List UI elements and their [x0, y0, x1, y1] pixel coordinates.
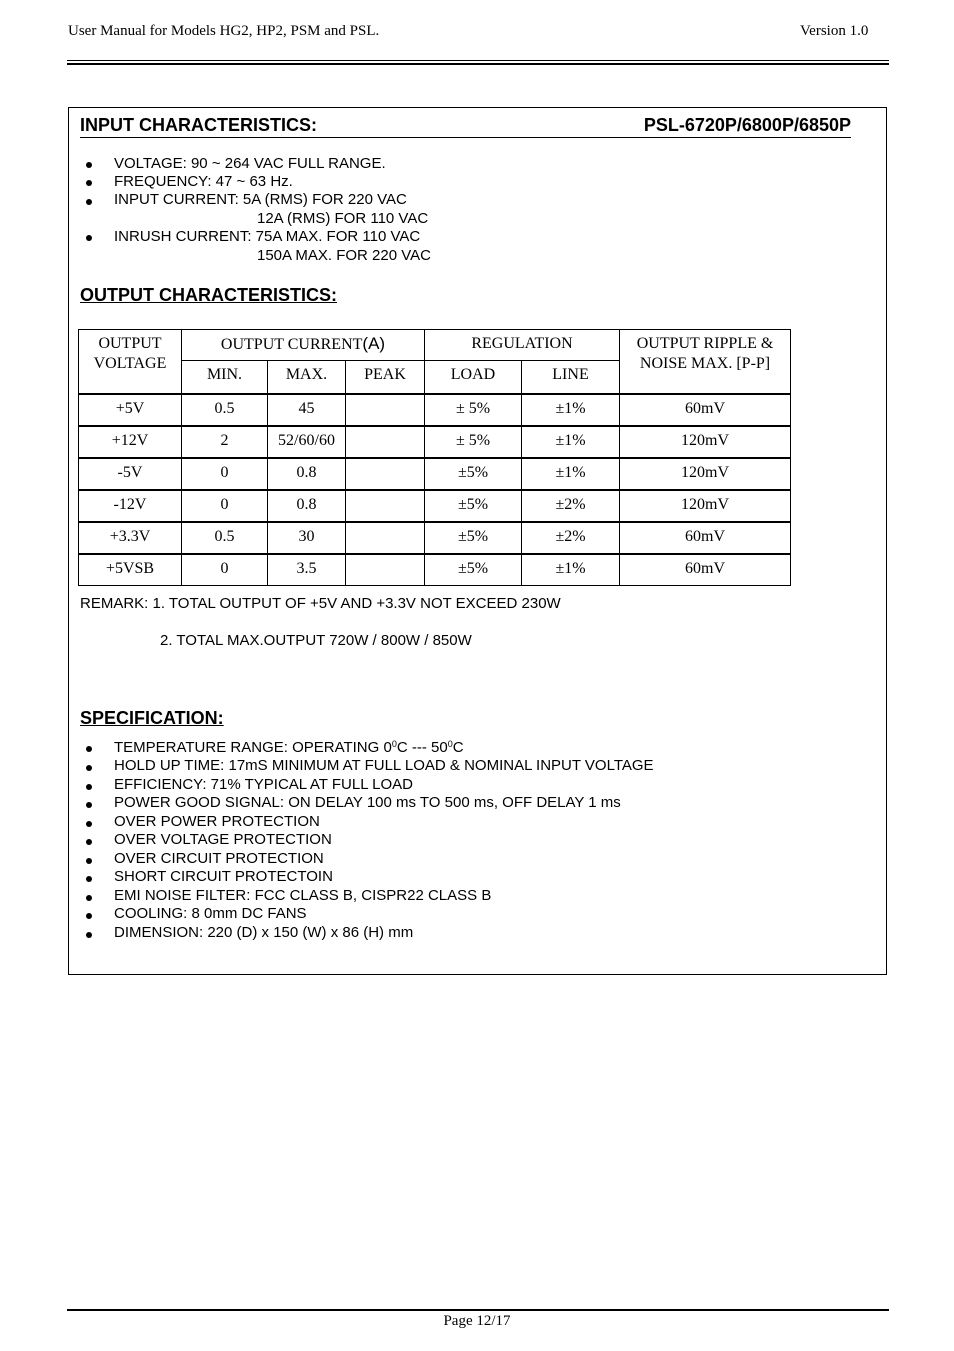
- bullet-dot: [86, 876, 92, 882]
- spec-item: EMI NOISE FILTER: FCC CLASS B, CISPR22 CLASS B: [114, 886, 492, 904]
- header-rule-thick: [67, 63, 889, 65]
- spec-item: OVER POWER PROTECTION: [114, 812, 320, 830]
- spec-item: OVER CIRCUIT PROTECTION: [114, 849, 324, 867]
- bullet-dot: [86, 913, 92, 919]
- spec-item: DIMENSION: 220 (D) x 150 (W) x 86 (H) mm: [114, 923, 414, 941]
- page-number: Page 12/17: [443, 1313, 511, 1329]
- remark-1: REMARK: 1. TOTAL OUTPUT OF +5V AND +3.3V NOT EXCEED 230W: [80, 595, 561, 612]
- spec-item: POWER GOOD SIGNAL: ON DELAY 100 ms TO 500 ms, OFF DELAY 1 ms: [114, 794, 621, 811]
- input-title: INPUT CHARACTERISTICS:: [80, 115, 317, 135]
- table-row: -5V 0 0.8 ±5% ±1% 120mV: [79, 458, 791, 490]
- input-current-110: 12A (RMS) FOR 110 VAC: [257, 210, 429, 227]
- input-voltage: VOLTAGE: 90 ~ 264 VAC FULL RANGE.: [114, 155, 386, 172]
- table-row: +3.3V 0.5 30 ±5% ±2% 60mV: [79, 522, 791, 554]
- bullet-dot: [86, 858, 92, 864]
- input-frequency: FREQUENCY: 47 ~ 63 Hz.: [114, 173, 293, 190]
- bullet-dot: [86, 180, 92, 186]
- header-regulation: REGULATION: [425, 330, 620, 361]
- bullet-dot: [86, 895, 92, 901]
- table-row: -12V 0 0.8 ±5% ±2% 120mV: [79, 490, 791, 522]
- spec-temperature: TEMPERATURE RANGE: OPERATING $0^0C$ --- $50^0C$: [114, 739, 464, 756]
- bullet-dot: [86, 235, 92, 241]
- header-min: MIN.: [182, 361, 268, 395]
- header-version: Version 1.0: [800, 23, 869, 39]
- bullet-dot: [86, 162, 92, 168]
- remark-2: 2. TOTAL MAX.OUTPUT 720W / 800W / 850W: [160, 632, 472, 649]
- header-output-current: OUTPUT CURRENT(A): [182, 330, 425, 361]
- header-max: MAX.: [268, 361, 346, 395]
- inrush-current: INRUSH CURRENT: 75A MAX. FOR 110 VAC: [114, 228, 421, 245]
- header-peak: PEAK: [346, 361, 425, 395]
- bullet-dot: [86, 199, 92, 205]
- bullet-dot: [86, 802, 92, 808]
- header-rule-thin: [67, 60, 889, 61]
- spec-item: SHORT CIRCUIT PROTECTOIN: [114, 868, 333, 885]
- spec-item: OVER VOLTAGE PROTECTION: [114, 831, 332, 848]
- spec-item: COOLING: 8 0mm DC FANS: [114, 905, 307, 922]
- header-line: LINE: [522, 361, 620, 395]
- header-output-voltage: OUTPUT VOLTAGE: [79, 330, 182, 395]
- table-row: +5V 0.5 45 ± 5% ±1% 60mV: [79, 394, 791, 426]
- model-number: PSL-6720P/6800P/6850P: [643, 115, 851, 135]
- bullet-dot: [86, 932, 92, 938]
- bullet-dot: [86, 821, 92, 827]
- output-table: [78, 329, 791, 586]
- spec-item: HOLD UP TIME: 17mS MINIMUM AT FULL LOAD & NOMINAL INPUT VOLTAGE: [114, 757, 654, 774]
- output-title: OUTPUT CHARACTERISTICS:: [80, 285, 337, 305]
- input-title-row: [80, 115, 851, 138]
- inrush-current-220: 150A MAX. FOR 220 VAC: [257, 247, 431, 264]
- bullet-dot: [86, 839, 92, 845]
- spec-title: SPECIFICATION:: [80, 708, 224, 728]
- bullet-dot: [86, 746, 92, 752]
- header-load: LOAD: [425, 361, 522, 395]
- header-title: User Manual for Models HG2, HP2, PSM and PSL.: [68, 23, 380, 39]
- input-current: INPUT CURRENT: 5A (RMS) FOR 220 VAC: [114, 191, 407, 208]
- bullet-dot: [86, 765, 92, 771]
- header-ripple: OUTPUT RIPPLE & NOISE MAX. [P-P]: [620, 330, 791, 395]
- bullet-dot: [86, 784, 92, 790]
- table-row: +5VSB 0 3.5 ±5% ±1% 60mV: [79, 554, 791, 586]
- table-row: +12V 2 52/60/60 ± 5% ±1% 120mV: [79, 426, 791, 458]
- spec-item: EFFICIENCY: 71% TYPICAL AT FULL LOAD: [114, 775, 413, 793]
- footer-rule: [67, 1309, 889, 1311]
